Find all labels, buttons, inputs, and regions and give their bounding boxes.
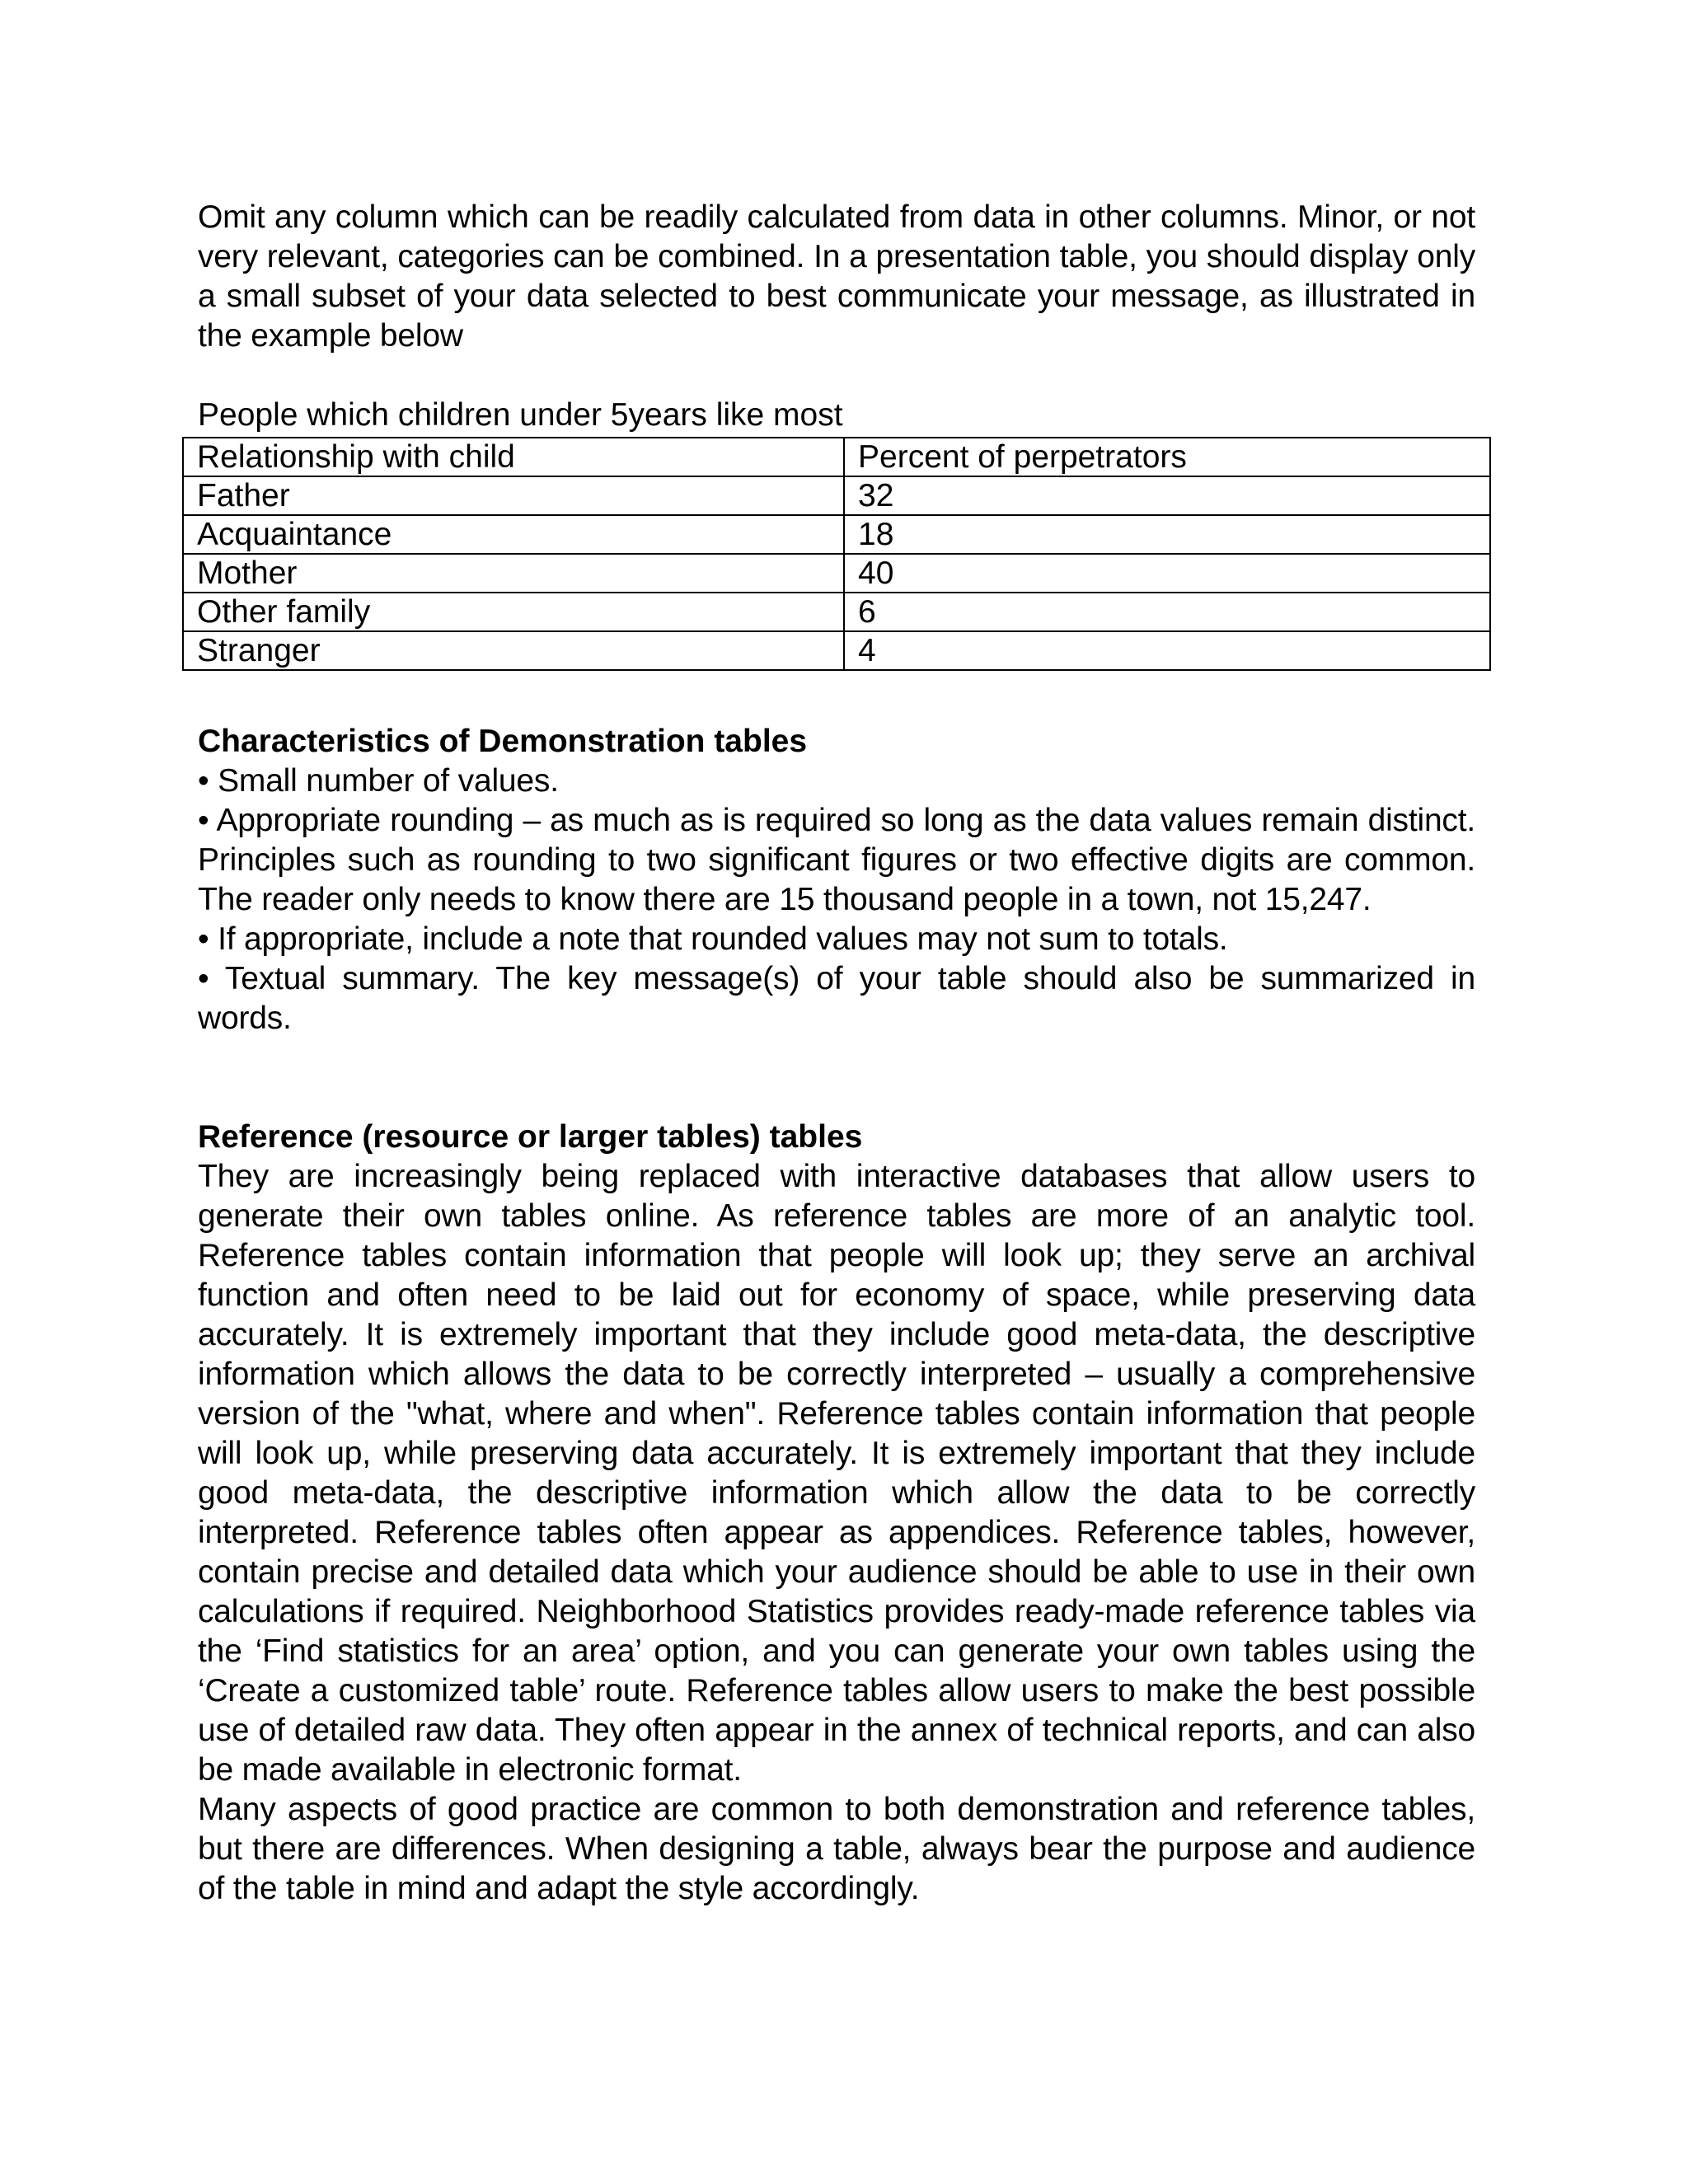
table-cell: 18	[844, 515, 1490, 554]
body-paragraph: Many aspects of good practice are common to both demonstration and reference tables, but there are differences. When designing a table, always bear the purpose and audience of the table in mind and adapt the style accordingly.	[198, 1792, 1475, 1906]
table-cell: Father	[183, 476, 844, 515]
reference-section	[198, 1118, 1475, 1909]
table-row	[183, 631, 1490, 670]
table-row	[183, 593, 1490, 631]
table-row	[183, 476, 1490, 515]
bullet-item: • Appropriate rounding – as much as is required so long as the data values remain distinct. Principles such as rounding to two significant figures or two effective digits are common. The reader only needs to know there are 15 thousand people in a town, not 15,247.	[198, 803, 1475, 917]
column-header: Relationship with child	[183, 438, 844, 476]
table-cell: 40	[844, 554, 1490, 593]
bullet-item: • If appropriate, include a note that rounded values may not sum to totals.	[198, 921, 1228, 957]
table-row	[183, 515, 1490, 554]
table-cell: Other family	[183, 593, 844, 631]
table-cell: Stranger	[183, 631, 844, 670]
table-header-row	[183, 438, 1490, 476]
bullet-item: • Small number of values.	[198, 763, 559, 799]
section-heading: Characteristics of Demonstration tables	[198, 724, 808, 759]
table-cell: Acquaintance	[183, 515, 844, 554]
section-heading: Reference (resource or larger tables) tables	[198, 1119, 863, 1155]
table-cell: 6	[844, 593, 1490, 631]
table-cell: 32	[844, 476, 1490, 515]
intro-section	[198, 198, 1475, 435]
table-row	[183, 554, 1490, 593]
table-cell: 4	[844, 631, 1490, 670]
intro-paragraph: Omit any column which can be readily calculated from data in other columns. Minor, or not very relevant, categories can be combined. In a presentation table, you should display only a small subset of your data selected to best communicate your message, as illustrated in the example below	[198, 199, 1475, 354]
demonstration-section	[198, 722, 1475, 1038]
example-table	[182, 437, 1491, 671]
bullet-item: • Textual summary. The key message(s) of your table should also be summarized in words.	[198, 961, 1475, 1036]
column-header: Percent of perpetrators	[844, 438, 1490, 476]
table-cell: Mother	[183, 554, 844, 593]
table-caption: People which children under 5years like most	[198, 397, 843, 433]
body-paragraph: They are increasingly being replaced with interactive databases that allow users to generate their own tables online. As reference tables are more of an analytic tool. Reference tables contain information that people will look up; they serve an archival function and often need to be laid out for economy of space, while preserving data accurately. It is extremely important that they include good meta-data, the descriptive information which allows the data to be correctly interpreted – usually a comprehensive version of the "what, where and when". Reference tables contain information that people will look up, while preserving data accurately. It is extremely important that they include good meta-data, the descriptive information which allow the data to be correctly interpreted. Reference tables often appear as appendices. Reference tables, however, contain precise and detailed data which your audience should be able to use in their own calculations if required. Neighborhood Statistics provides ready-made reference tables via the ‘Find statistics for an area’ option, and you can generate your own tables using the ‘Create a customized table’ route. Reference tables allow users to make the best possible use of detailed raw data. They often appear in the annex of technical reports, and can also be made available in electronic format.	[198, 1159, 1475, 1788]
